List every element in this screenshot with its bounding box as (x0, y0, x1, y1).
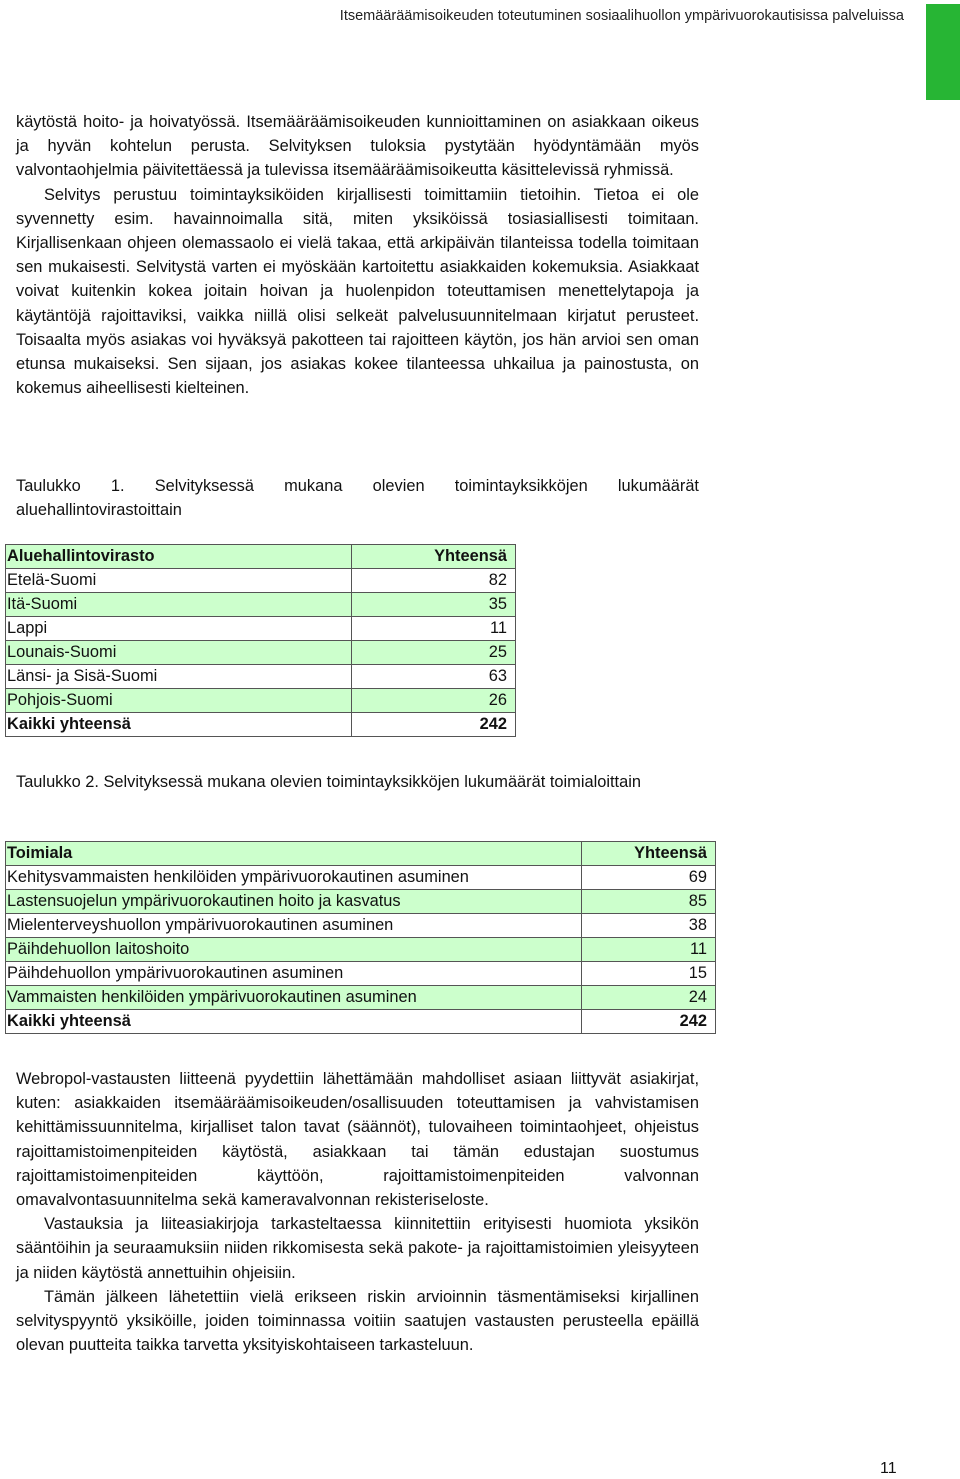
table-header-value: Yhteensä (352, 545, 516, 569)
table-row (6, 986, 716, 1010)
paragraph-3: Webropol-vastausten liitteenä pyydettiin lähettämään mahdolliset asiaan liittyvät asiakirjat, kuten: asiakkaiden itsemääräämisoikeuden/osallisuuden toteuttamisen ja vahvistamisen kehittämissuunnitelma, kirjalliset talon tavat (säännöt), tulovaiheen toimintaohjeet, ohjeistus rajoittamistoimenpiteiden käytöstä, asiakkaan tai tämän edustajan suostumus rajoittamistoimenpiteiden käyttöön, rajoittamistoimenpiteiden valvonnan omavalvontasuunnitelma sekä kameravalvonnan rekisteriseloste. (16, 1070, 699, 1210)
row-label: Pohjois-Suomi (6, 689, 352, 713)
intro-text-block (16, 110, 699, 400)
table-header-value: Yhteensä (582, 842, 716, 866)
table-header-row (6, 545, 516, 569)
paragraph-4: Vastauksia ja liiteasiakirjoja tarkasteltaessa kiinnitettiin erityisesti huomiota yksikön sääntöihin ja seuraamuksiin niiden rikkomisesta sekä pakote- ja rajoittamistoimien yleisyyteen ja niiden käytöstä annettuihin ohjeisiin. (16, 1215, 699, 1282)
row-value: 35 (352, 593, 516, 617)
row-label: Lounais-Suomi (6, 641, 352, 665)
table-total-row (6, 713, 516, 737)
row-label: Vammaisten henkilöiden ympärivuorokautinen asuminen (6, 986, 582, 1010)
row-value: 11 (352, 617, 516, 641)
table-header-row (6, 842, 716, 866)
row-value: 63 (352, 665, 516, 689)
row-label: Mielenterveyshuollon ympärivuorokautinen asuminen (6, 914, 582, 938)
paragraph-2: Selvitys perustuu toimintayksiköiden kirjallisesti toimittamiin tietoihin. Tietoa ei ole syvennetty esim. havainnoimalla sitä, miten yksiköissä tosiasiallisesti toimitaan. Kirjallisenkaan ohjeen olemassaolo ei vielä takaa, että arkipäivän tilanteissa todella toimitaan sen mukaisesti. Selvitystä varten ei myöskään kartoitettu asiakkaiden kokemuksia. Asiakkaat voivat kuitenkin kokea joitain hoivan ja huolenpidon toteuttamisen menettelytapoja ja käytäntöjä rajoittaviksi, vaikka niillä olisi selkeät palvelusuunnitelmaan kirjatut perusteet. Toisaalta myös asiakas voi hyväksyä pakotteen tai rajoitteen käytön, jos hän arvioi sen oman etunsa mukaiseksi. Sen sijaan, jos asiakas kokee tilanteessa uhkailua ja painostusta, on kokemus aiheellisesti kielteinen. (16, 185, 699, 398)
table-row (6, 689, 516, 713)
table-row (6, 593, 516, 617)
table2-caption: Taulukko 2. Selvityksessä mukana olevien toimintayksikköjen lukumäärät toimialoittain (16, 773, 641, 791)
row-label: Lastensuojelun ympärivuorokautinen hoito ja kasvatus (6, 890, 582, 914)
table-service-sectors (5, 841, 716, 1034)
row-label: Itä-Suomi (6, 593, 352, 617)
row-label: Kehitysvammaisten henkilöiden ympärivuorokautinen asuminen (6, 866, 582, 890)
table-header-label: Aluehallintovirasto (6, 545, 352, 569)
row-label: Päihdehuollon laitoshoito (6, 938, 582, 962)
row-label: Lappi (6, 617, 352, 641)
paragraph-1: käytöstä hoito- ja hoivatyössä. Itsemääräämisoikeuden kunnioittaminen on asiakkaan oikeus ja hyvän kohtelun perusta. Selvityksen tuloksia pystytään hyödyntämään myös valvontaohjelmia päivitettäessä ja tulevissa itsemääräämisoikeutta käsittelevissä ryhmissä. (16, 113, 699, 180)
page-number: 11 (880, 1460, 897, 1477)
table-header-label: Toimiala (6, 842, 582, 866)
table-row (6, 866, 716, 890)
running-header: Itsemääräämisoikeuden toteutuminen sosiaalihuollon ympärivuorokautisissa palveluissa (339, 8, 904, 24)
row-value: 38 (582, 914, 716, 938)
total-label: Kaikki yhteensä (6, 713, 352, 737)
row-value: 85 (582, 890, 716, 914)
row-value: 24 (582, 986, 716, 1010)
table-row (6, 962, 716, 986)
table-row (6, 914, 716, 938)
row-value: 25 (352, 641, 516, 665)
table-row (6, 569, 516, 593)
row-label: Etelä-Suomi (6, 569, 352, 593)
table-row (6, 641, 516, 665)
row-label: Länsi- ja Sisä-Suomi (6, 665, 352, 689)
table-total-row (6, 1010, 716, 1034)
row-value: 11 (582, 938, 716, 962)
row-label: Päihdehuollon ympärivuorokautinen asuminen (6, 962, 582, 986)
chapter-tab-marker (926, 4, 960, 100)
row-value: 82 (352, 569, 516, 593)
table-regional-agencies (5, 544, 516, 737)
total-value: 242 (582, 1010, 716, 1034)
total-value: 242 (352, 713, 516, 737)
table-row (6, 938, 716, 962)
total-label: Kaikki yhteensä (6, 1010, 582, 1034)
table-row (6, 890, 716, 914)
paragraph-5: Tämän jälkeen lähetettiin vielä erikseen riskin arvioinnin täsmentämiseksi kirjallinen selvityspyyntö yksiköille, joiden toiminnassa voitiin saatujen vastausten perusteella epäillä olevan puutteita taikka tarvetta yksityiskohtaiseen tarkasteluun. (16, 1287, 699, 1355)
table1-caption: Taulukko 1. Selvityksessä mukana olevien toimintayksikköjen lukumäärät aluehallintovirastoittain (16, 477, 699, 519)
table-row (6, 617, 516, 641)
row-value: 26 (352, 689, 516, 713)
row-value: 15 (582, 962, 716, 986)
closing-text-block (16, 1067, 699, 1357)
row-value: 69 (582, 866, 716, 890)
table-row (6, 665, 516, 689)
